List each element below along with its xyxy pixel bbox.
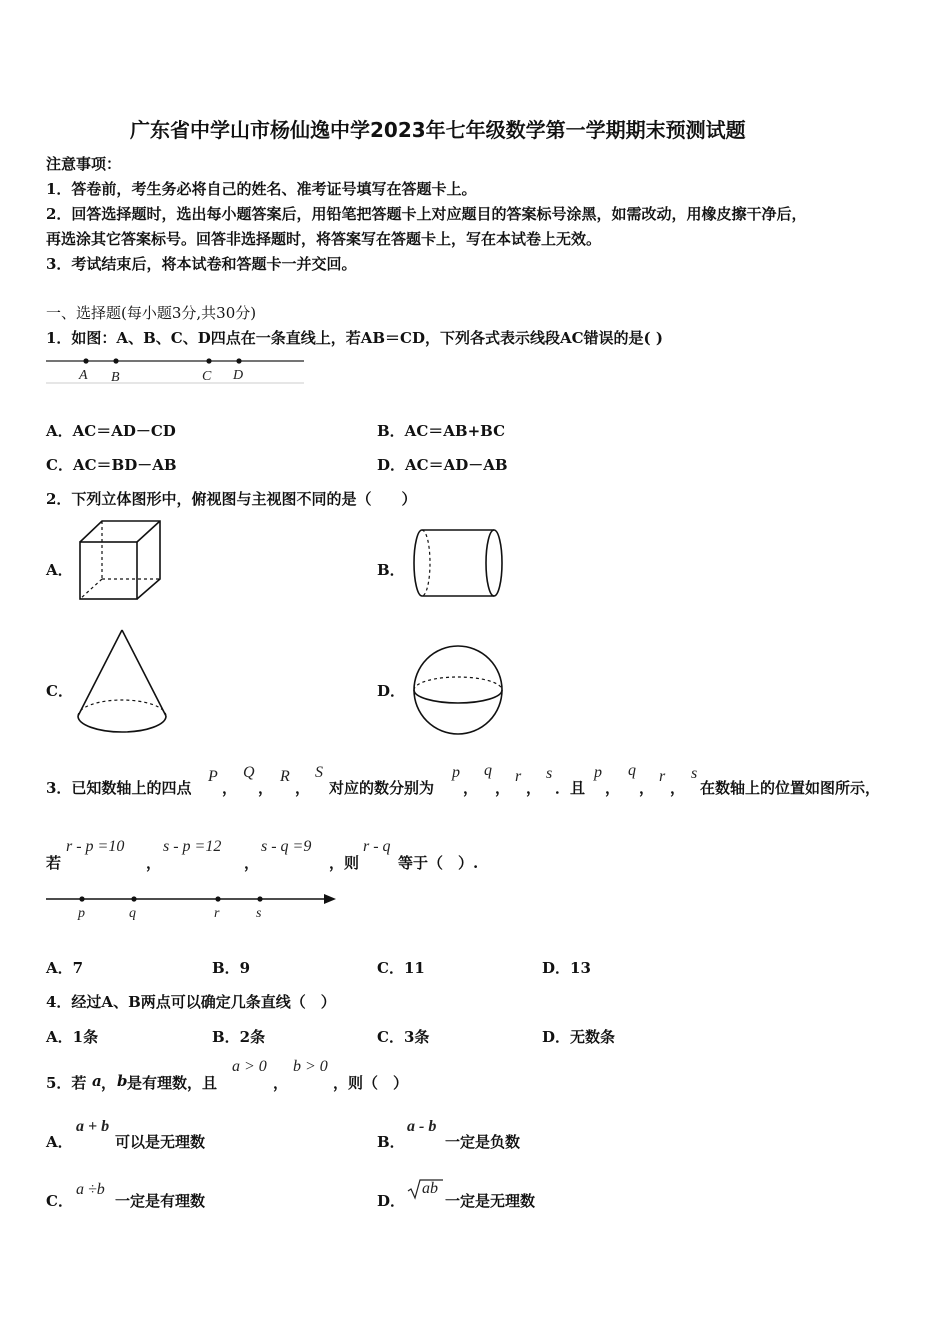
q3-equation-2: s - p =12 [163,838,222,855]
q3-value-p: p [452,764,460,781]
q3-comma: ， [605,779,621,797]
notice-item-1: 1．答卷前，考生务必将自己的姓名、准考证号填写在答题卡上。 [46,180,477,198]
q3-value-r: r [515,768,522,785]
q3-line2-start: 若 [46,854,62,872]
q3-axis-label-s: s [256,906,262,921]
q5-option-c-math: a ÷b [76,1181,105,1198]
q3-point-r-dot [215,896,220,901]
cylinder-icon [410,526,510,602]
q5-option-c-label[interactable]: C． [46,1192,73,1210]
q1-line-figure [44,355,306,389]
q5-option-a-text[interactable]: 可以是无理数 [115,1133,206,1151]
q1-point-c [206,358,211,363]
q3-point-s-dot [257,896,262,901]
q2-option-a[interactable]: A． [46,561,73,579]
q1-label-c: C [202,369,212,384]
q3-axis-label-p: p [78,906,85,921]
q5-option-a-math: a + b [76,1118,110,1135]
q5-sep: ， [273,1074,289,1092]
q4-option-d[interactable]: D．无数条 [542,1028,616,1046]
q3-expression: r - q [363,838,391,855]
q2-stem: 2．下列立体图形中，俯视图与主视图不同的是（ ） [46,490,417,508]
q5-condition-2: b > 0 [293,1058,328,1075]
q3-axis-label-r: r [214,906,220,921]
q3-point-s: S [315,764,323,781]
q3-axis-label-q: q [129,906,136,921]
q5-stem-start: 5．若 [46,1074,87,1092]
q5-option-d-text[interactable]: 一定是无理数 [445,1192,536,1210]
q3-comma: ， [526,779,542,797]
q4-option-b[interactable]: B．2条 [212,1028,266,1046]
q3-stem-start: 3．已知数轴上的四点 [46,779,192,797]
q1-option-d[interactable]: D．AC＝AD－AB [377,456,508,474]
q5-condition-1: a > 0 [232,1058,267,1075]
q1-stem: 1．如图：A、B、C、D四点在一条直线上，若AB＝CD，下列各式表示线段AC错误的是( ) [46,329,663,347]
q3-comma: ， [463,779,479,797]
q3-comma: ， [146,854,162,872]
cone-icon [72,626,172,738]
q5-var-a: a [92,1072,102,1090]
q1-label-a: A [79,368,88,383]
q3-equation-1: r - p =10 [66,838,125,855]
q3-option-c[interactable]: C．11 [377,959,425,977]
q3-comma: ， [495,779,511,797]
q3-stem-and: ．且 [555,779,586,797]
q3-point-p-dot [79,896,84,901]
q3-value-p-2: p [594,764,602,781]
q3-comma: ， [295,779,311,797]
q3-stem-mid: 对应的数分别为 [329,779,435,797]
q5-option-b-text[interactable]: 一定是负数 [445,1133,521,1151]
page-title: 广东省中学山市杨仙逸中学2023年七年级数学第一学期期末预测试题 [130,118,746,142]
q3-comma: ， [222,779,238,797]
q3-comma: ， [244,854,260,872]
q3-point-q: Q [243,764,255,781]
q3-stem-end: 在数轴上的位置如图所示， [700,779,881,797]
q3-value-q-2: q [628,762,636,779]
q3-point-q-dot [131,896,136,901]
q3-equals: 等于（ ）. [398,854,479,872]
notice-item-2-line-1: 2．回答选择题时，选出每小题答案后，用铅笔把答题卡上对应题目的答案标号涂黑，如需改动，用橡皮擦干净后， [46,205,807,223]
q5-sep: ， [101,1074,117,1092]
q5-option-c-text[interactable]: 一定是有理数 [115,1192,206,1210]
notice-item-2-line-2: 再选涂其它答案标号。回答非选择题时，将答案写在答题卡上，写在本试卷上无效。 [46,230,602,248]
q3-then: ，则 [329,854,360,872]
q3-option-d[interactable]: D．13 [542,959,591,977]
sphere-icon [410,642,506,738]
q3-value-q: q [484,762,492,779]
notice-item-3: 3．考试结束后，将本试卷和答题卡一并交回。 [46,255,357,273]
q5-option-b-math: a - b [407,1118,437,1135]
q3-value-s-2: s [691,765,698,782]
section-heading: 一、选择题(每小题3分,共30分) [46,304,257,322]
q5-stem-end: ，则（ ） [333,1074,409,1092]
q3-option-a[interactable]: A．7 [46,959,84,977]
q5-option-b-label[interactable]: B． [377,1133,405,1151]
q3-comma: ， [258,779,274,797]
q1-label-d: D [233,368,244,383]
q3-comma: ， [639,779,655,797]
q5-stem-mid: 是有理数，且 [127,1074,218,1092]
q1-option-a[interactable]: A．AC＝AD－CD [46,422,176,440]
q3-number-line [44,888,344,920]
q1-point-d [236,358,241,363]
q3-value-s: s [546,765,553,782]
q2-option-b[interactable]: B． [377,561,405,579]
q1-point-a [83,358,88,363]
q3-option-b[interactable]: B．9 [212,959,251,977]
q4-stem: 4．经过A、B两点可以确定几条直线（ ） [46,993,336,1011]
q3-equation-3: s - q =9 [261,838,312,855]
q5-var-b: b [117,1072,128,1090]
q2-option-d[interactable]: D． [377,682,406,700]
q1-option-c[interactable]: C．AC＝BD－AB [46,456,177,474]
cube-icon [76,518,166,603]
q1-option-b[interactable]: B．AC＝AB+BC [377,422,506,440]
q5-option-d-label[interactable]: D． [377,1192,406,1210]
q4-option-a[interactable]: A．1条 [46,1028,99,1046]
q3-comma: ， [670,779,686,797]
q2-option-c[interactable]: C． [46,682,73,700]
q3-value-r-2: r [659,768,666,785]
q3-point-r: R [280,768,290,785]
q3-point-p: P [208,768,218,785]
q4-option-c[interactable]: C．3条 [377,1028,430,1046]
notice-heading: 注意事项： [46,155,122,173]
q1-label-b: B [111,370,120,385]
q5-option-d-math: ab [422,1180,438,1197]
q5-option-a-label[interactable]: A． [46,1133,73,1151]
q1-point-b [113,358,118,363]
